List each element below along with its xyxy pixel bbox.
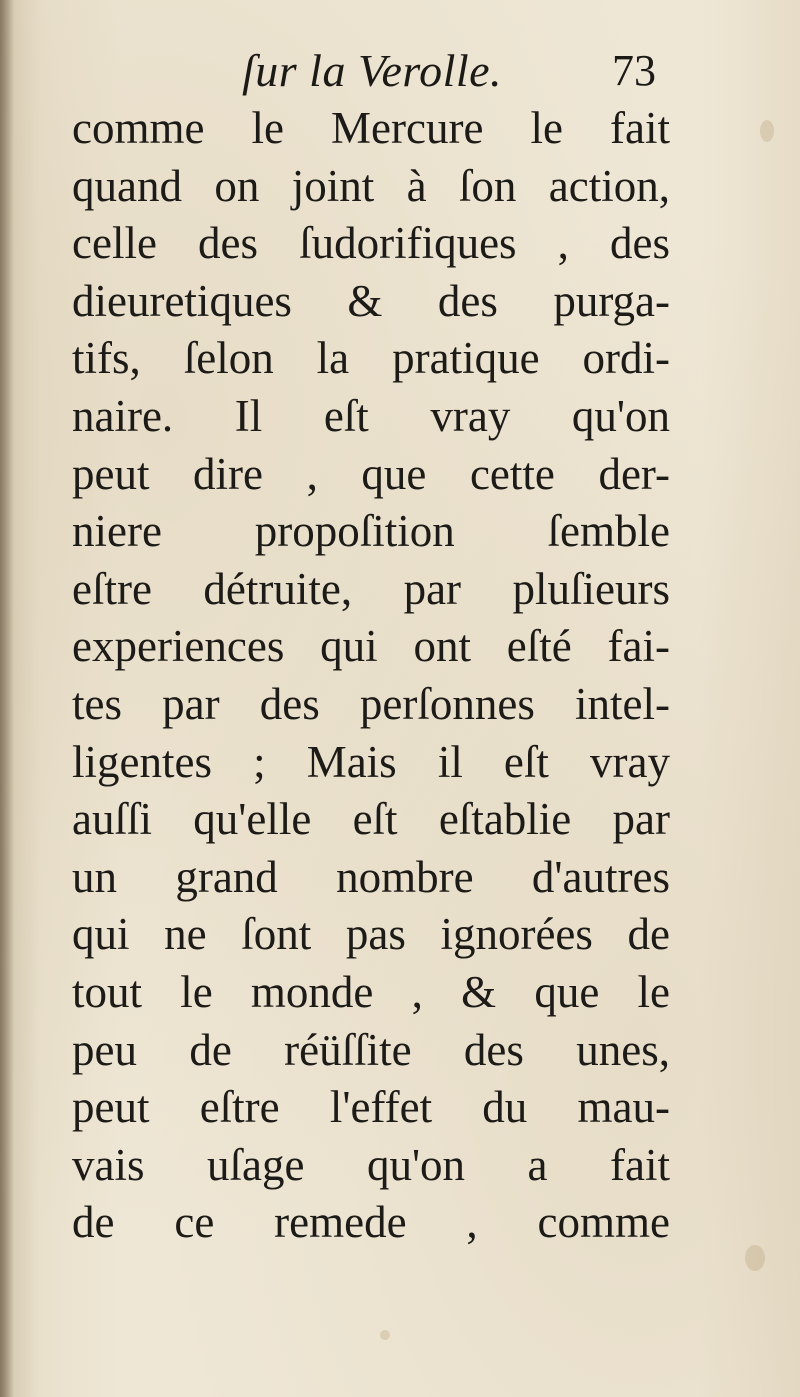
text-line: auſſi qu'elle eſt eſtablie par	[72, 794, 670, 845]
text-line: qui ne ſont pas ignorées de	[72, 909, 670, 960]
text-line: experiences qui ont eſté fai-	[72, 621, 670, 672]
paper-stain	[380, 1330, 390, 1340]
text-line: vais uſage qu'on a fait	[72, 1139, 670, 1190]
text-line: de ce remede , comme	[72, 1197, 670, 1248]
text-line: un grand nombre d'autres	[72, 851, 670, 902]
text-line: quand on joint à ſon action,	[72, 160, 670, 211]
body-text	[72, 100, 670, 1252]
running-title: ſur la Verolle.	[242, 45, 503, 96]
text-line: tifs, ſelon la pratique ordi-	[72, 333, 670, 384]
text-line: peut eſtre l'effet du mau-	[72, 1082, 670, 1133]
text-line: naire. Il eſt vray qu'on	[72, 390, 670, 441]
text-line: tout le monde , & que le	[72, 966, 670, 1017]
page-number: 73	[612, 46, 656, 95]
text-line: peu de réüſſite des unes,	[72, 1024, 670, 1075]
gutter-shadow	[0, 0, 14, 1397]
text-line: peut dire , que cette der-	[72, 448, 670, 499]
text-line: ligentes ; Mais il eſt vray	[72, 736, 670, 787]
text-line: tes par des perſonnes intel-	[72, 678, 670, 729]
page-header	[0, 40, 800, 102]
text-line: eſtre détruite, par pluſieurs	[72, 563, 670, 614]
paper-stain	[745, 1245, 765, 1271]
paper-stain	[760, 120, 774, 142]
text-line: dieuretiques & des purga-	[72, 275, 670, 326]
text-line: comme le Mercure le fait	[72, 103, 670, 153]
text-line: niere propoſition ſemble	[72, 506, 670, 557]
text-line: celle des ſudorifiques , des	[72, 218, 670, 269]
